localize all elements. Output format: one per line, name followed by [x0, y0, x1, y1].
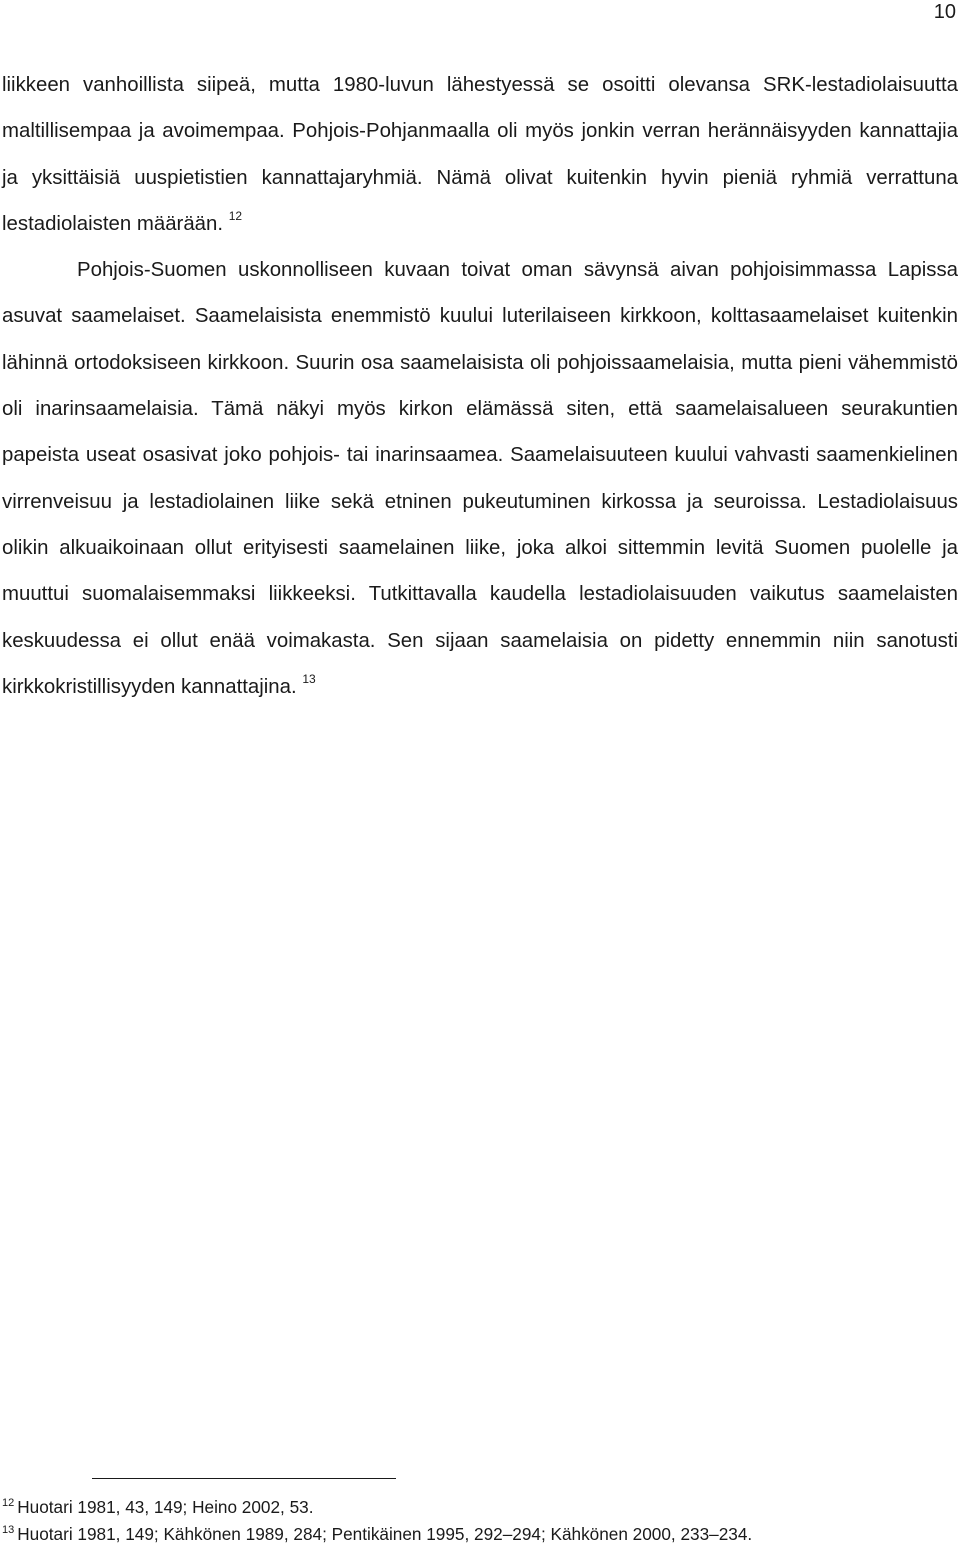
page-number: 10	[933, 1, 956, 23]
paragraph-1-text: liikkeen vanhoillista siipeä, mutta 1980-luvun lähestyessä se osoitti olevansa SRK-lestadiolaisuutta maltillisempaa ja avoimempaa. Pohjois-Pohjanmaalla oli myös jonkin verran herännäisyyden kannattajia ja yksittäisiä uuspietistien kannattajaryhmiä. Nämä olivat kuitenkin hyvin pieniä ryhmiä verrattuna lestadiolaisten määrään.	[2, 74, 958, 235]
body-text	[2, 62, 958, 710]
footnote-separator	[92, 1478, 396, 1479]
footnote-marker-12: 12	[2, 1497, 15, 1509]
paragraph-2-text: Pohjois-Suomen uskonnolliseen kuvaan toivat oman sävynsä aivan pohjoisimmassa Lapissa asuvat saamelaiset. Saamelaisista enemmistö kuului luterilaiseen kirkkoon, kolttasaamelaiset kuitenkin lähinnä ortodoksiseen kirkkoon. Suurin osa saamelaisista oli pohjoissaamelaisia, mutta pieni vähemmistö oli inarinsaamelaisia. Tämä näkyi myös kirkon elämässä siten, että saamelaisalueen seurakuntien papeista useat osasivat joko pohjois- tai inarinsaamea. Saamelaisuuteen kuului vahvasti saamenkielinen virrenveisuu ja lestadiolainen liike sekä etninen pukeutuminen kirkossa ja seuroissa. Lestadiolaisuus olikin alkuaikoinaan ollut erityisesti saamelainen liike, joka alkoi sittemmin levitä Suomen puolelle ja muuttui suomalaisemmaksi liikkeeksi. Tutkittavalla kaudella lestadiolaisuuden vaikutus saamelaisten keskuudessa ei ollut enää voimakasta. Sen sijaan saamelaisia on pidetty ennemmin niin sanotusti kirkkokristillisyyden kannattajina.	[2, 259, 958, 698]
footnote-12-text: Huotari 1981, 43, 149; Heino 2002, 53.	[17, 1497, 314, 1517]
paragraph-2	[2, 247, 958, 710]
footnotes	[2, 1494, 958, 1548]
paragraph-1	[2, 62, 958, 247]
footnote-marker-13: 13	[2, 1524, 15, 1536]
footnote-ref-13[interactable]: 13	[302, 671, 316, 686]
footnote-12	[2, 1494, 958, 1521]
footnote-13-text: Huotari 1981, 149; Kähkönen 1989, 284; Pentikäinen 1995, 292–294; Kähkönen 2000, 233–234.	[17, 1524, 753, 1544]
footnote-ref-12[interactable]: 12	[228, 208, 243, 223]
footnote-13	[2, 1521, 958, 1548]
